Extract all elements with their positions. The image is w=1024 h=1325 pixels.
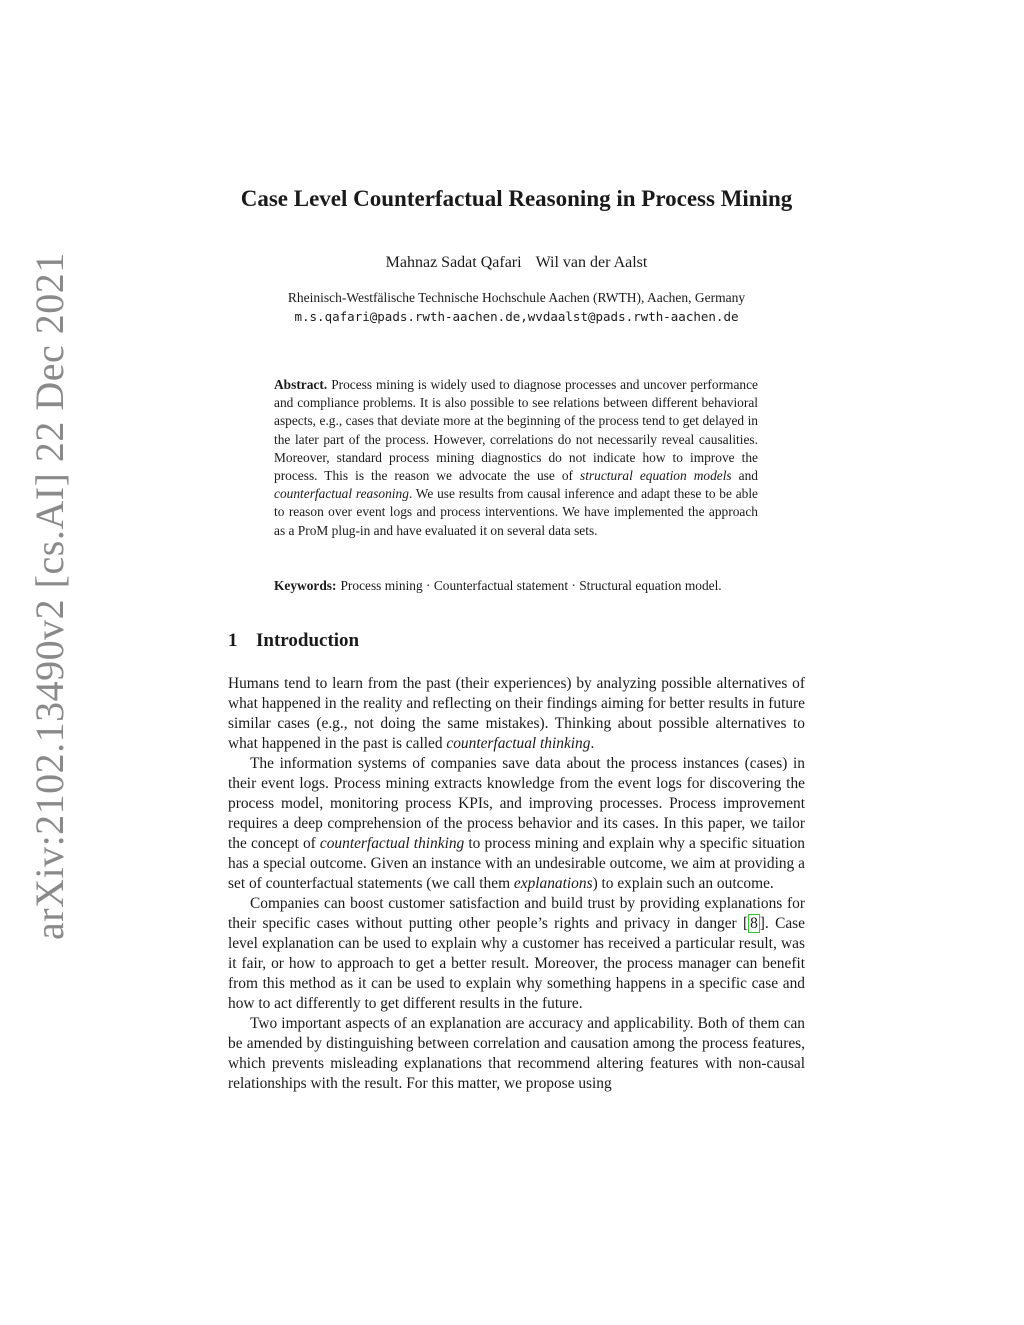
author-name: Mahnaz Sadat Qafari — [385, 254, 522, 271]
paragraph-text: . — [590, 735, 595, 752]
paragraph-text: to process mining and explain why a specific situation has a special outcome. Given an instance with an undesirable outcome, we aim at providing a set of counterfactual statements (we call them — [228, 835, 805, 892]
author-emails[interactable]: m.s.qafari@pads.rwth-aachen.de,wvdaalst@pads.rwth-aachen.de — [294, 309, 739, 324]
paragraph-text: Humans tend to learn from the past (their experiences) by analyzing possible alternatives of what happened in the reality and reflecting on their findings aiming for better results in future similar cases (e.g., not doing the same mistakes). Thinking about possible alternatives to what happened in the past is called — [228, 675, 805, 752]
paragraph-emphasis: explanations — [513, 875, 593, 892]
section-title: Introduction — [256, 630, 360, 651]
body-text — [228, 674, 805, 1094]
paragraph — [228, 754, 805, 894]
abstract-text: Process mining is widely used to diagnose processes and uncover performance and compliance problems. It is also possible to see relations between different behavioral aspects, e.g., cases that deviate more at the beginning of the process tend to get delayed in the later part of the process. However, correlations do not necessarily reveal causalities. Moreover, standard process mining diagnostics do not indicate how to improve the process. This is the reason we advocate the use of — [274, 377, 758, 484]
section-number: 1 — [228, 630, 238, 651]
abstract-label: Abstract. — [274, 377, 328, 392]
paragraph-emphasis: counterfactual thinking — [319, 835, 465, 852]
abstract-emphasis: structural equation models — [580, 468, 732, 484]
abstract-emphasis: counterfactual reasoning — [274, 486, 409, 502]
keywords — [274, 578, 774, 594]
paragraph-text: ]. Case level explanation can be used to explain why a customer has received a particular result, was it fair, or how to approach to get a better result. Moreover, the process manager can benefit from this method as it can be used to explain why something happens in a specific case and how to act differently to get different results in the future. — [228, 915, 805, 1012]
paragraph — [228, 894, 805, 1014]
abstract — [274, 376, 758, 540]
keywords-text: Process mining · Counterfactual statement · Structural equation model. — [340, 578, 722, 593]
paragraph — [228, 674, 805, 754]
keywords-label: Keywords: — [274, 578, 337, 593]
abstract-text: . We use results from causal inference and adapt these to be able to reason over event logs and process interventions. We have implemented the approach as a ProM plug-in and have evaluated it on several data sets. — [274, 486, 759, 538]
section-heading — [228, 630, 359, 652]
paragraph-text: ) to explain such an outcome. — [592, 875, 774, 892]
paragraph-text: The information systems of companies save data about the process instances (cases) in their event logs. Process mining extracts knowledge from the event logs for discovering the process model, monitoring process KPIs, and improving processes. Process improvement requires a deep comprehension of the process behavior and its cases. In this paper, we tailor the concept of — [228, 755, 805, 852]
paragraph-emphasis: counterfactual thinking — [446, 735, 591, 752]
authors-line — [228, 254, 805, 272]
citation-link[interactable]: 8 — [750, 915, 758, 932]
paragraph-text: Companies can boost customer satisfaction and build trust by providing explanations for their specific cases without putting other people’s rights and privacy in danger [ — [228, 895, 805, 932]
abstract-text: and — [731, 468, 759, 484]
author-name: Wil van der Aalst — [535, 254, 648, 271]
paragraph: Two important aspects of an explanation are accuracy and applicability. Both of them can be amended by distinguishing between correlation and causation among the process features, which prevents misleading explanations that recommend altering features with non-causal relationships with the result. For this matter, we propose using — [228, 1015, 805, 1092]
paper-title: Case Level Counterfactual Reasoning in Process Mining — [240, 186, 793, 211]
affiliation: Rheinisch-Westfälische Technische Hochschule Aachen (RWTH), Aachen, Germany — [287, 290, 746, 305]
arxiv-side-stamp: arXiv:2102.13490v2 [cs.AI] 22 Dec 2021 — [27, 252, 72, 940]
